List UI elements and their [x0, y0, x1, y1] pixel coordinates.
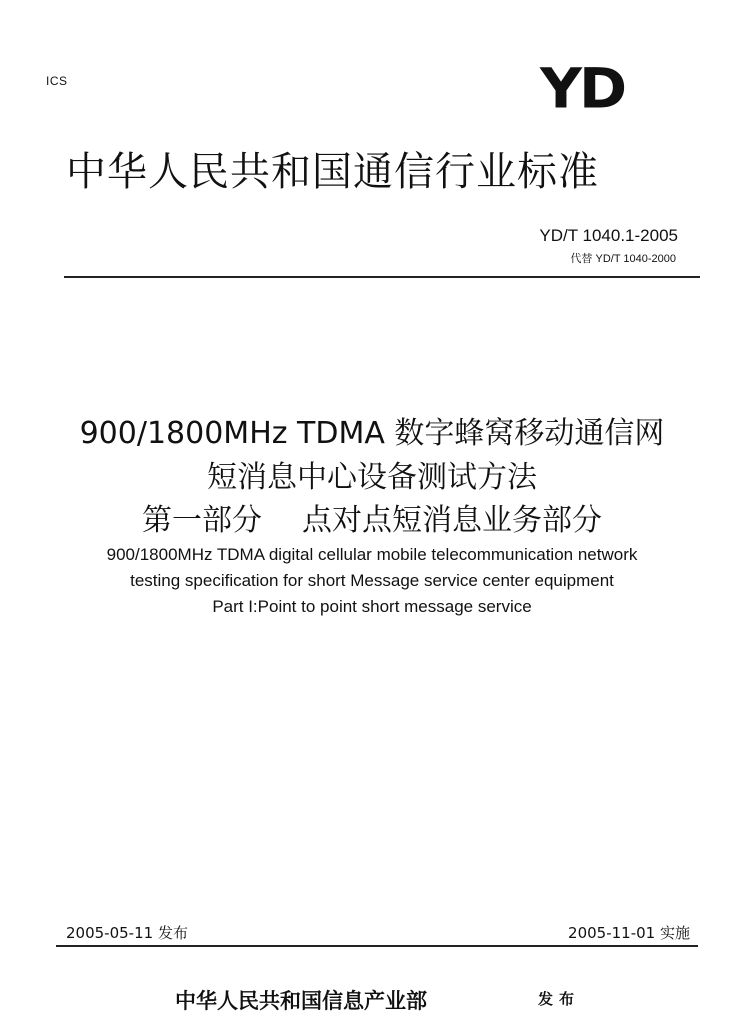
implementation-date: 2005-11-01 实施	[568, 924, 690, 942]
top-divider	[64, 276, 700, 278]
bottom-divider	[56, 945, 698, 947]
ics-label: ICS	[46, 74, 68, 88]
english-title-line-3: Part I:Point to point short message service	[212, 597, 532, 616]
standard-category-title: 中华人民共和国通信行业标准	[66, 149, 599, 195]
publisher-name: 中华人民共和国信息产业部	[175, 989, 427, 1013]
publish-label: 发布	[538, 990, 581, 1008]
chinese-title-line-2: 短消息中心设备测试方法	[207, 460, 537, 495]
part-subject: 点对点短消息业务部分	[302, 503, 602, 538]
english-title-line-1: 900/1800MHz TDMA digital cellular mobile telecommunication network	[106, 545, 638, 564]
chinese-title-line-1: 900/1800MHz TDMA 数字蜂窝移动通信网	[79, 416, 665, 451]
part-label: 第一部分	[142, 503, 262, 538]
english-title-line-2: testing specification for short Message service center equipment	[130, 571, 614, 590]
chinese-title-line-3	[0, 495, 744, 539]
issue-date: 2005-05-11 发布	[66, 924, 188, 942]
standard-number: YD/T 1040.1-2005	[539, 226, 678, 245]
yd-logo: YD	[540, 56, 625, 121]
replaces-note: 代替 YD/T 1040-2000	[570, 253, 676, 265]
